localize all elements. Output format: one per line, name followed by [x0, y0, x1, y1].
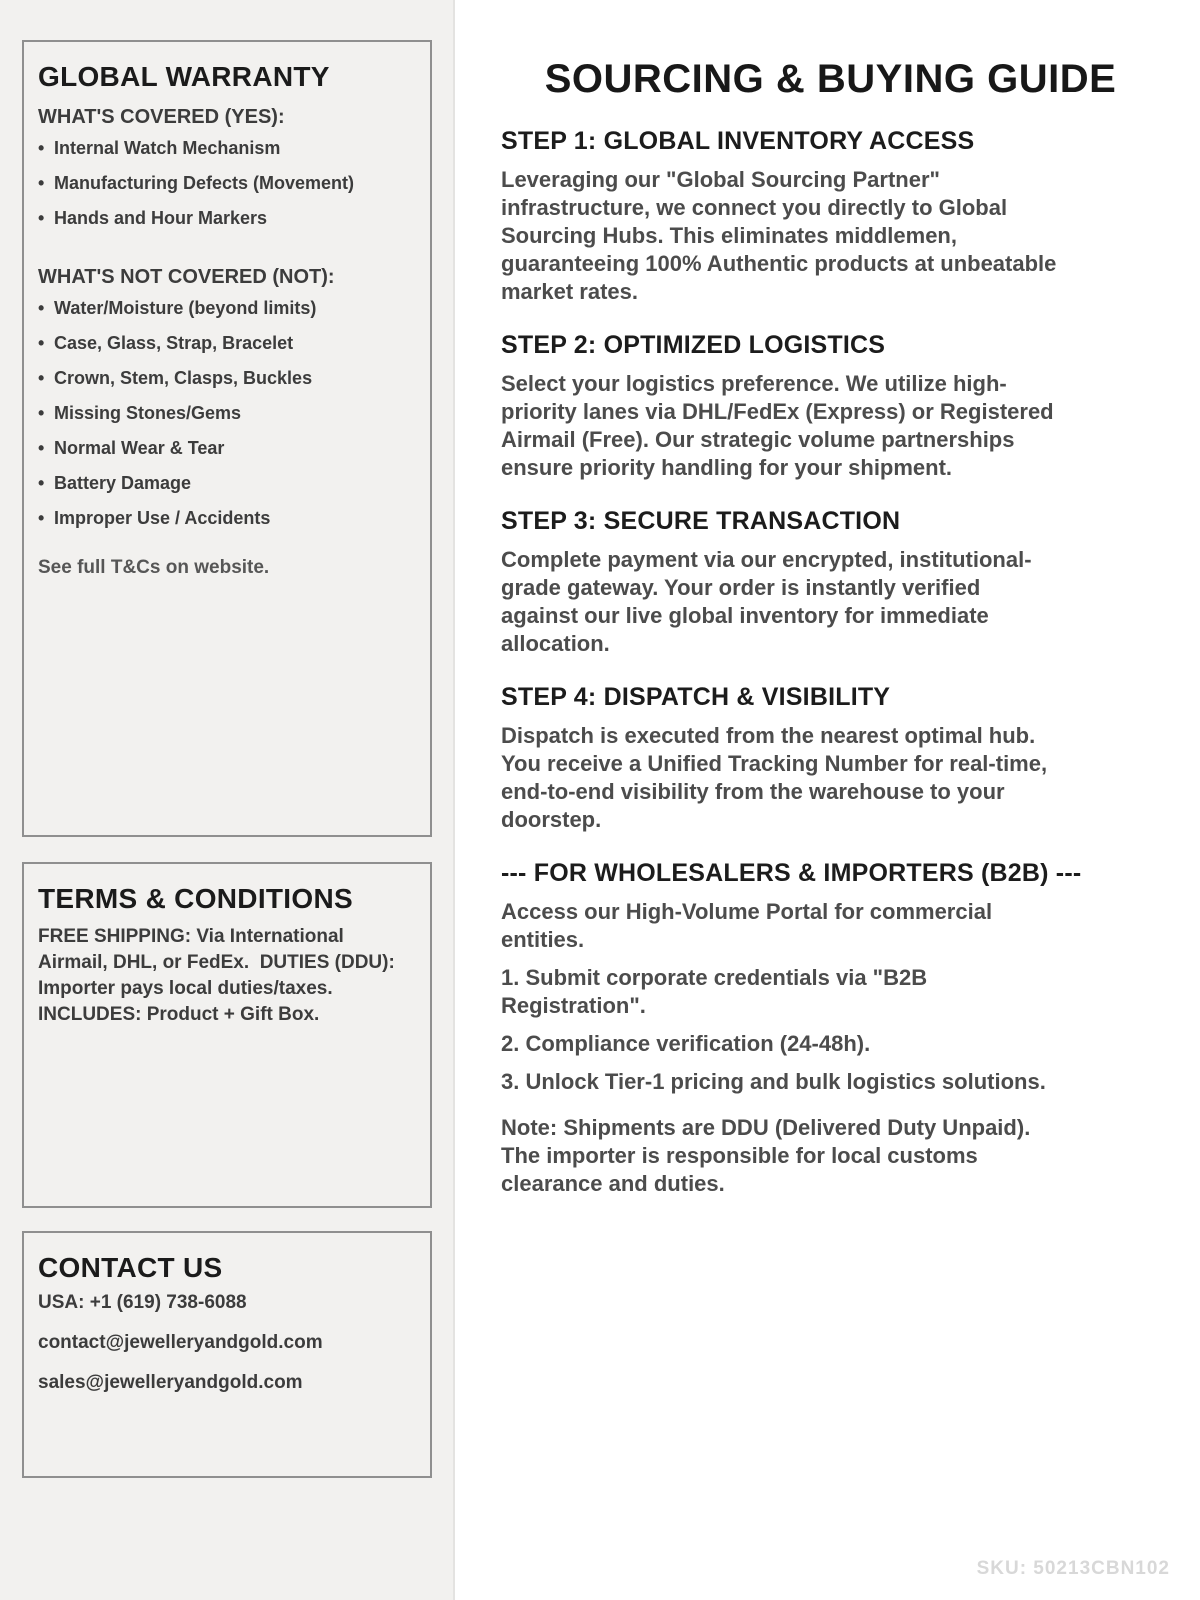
- b2b-item: 2. Compliance verification (24-48h).: [501, 1031, 871, 1056]
- covered-list: [38, 136, 416, 230]
- not-covered-item: • Normal Wear & Tear: [38, 436, 416, 460]
- not-covered-heading: WHAT'S NOT COVERED (NOT):: [38, 266, 335, 288]
- step-4-heading: STEP 4: DISPATCH & VISIBILITY: [501, 683, 891, 711]
- step-1-body: Leveraging our "Global Sourcing Partner" infrastructure, we connect you directly to Global Sourcing Hubs. This eliminates middlemen, guaranteeing 100% Authentic products at unbeatable market rates.: [501, 167, 1057, 304]
- b2b-heading: --- FOR WHOLESALERS & IMPORTERS (B2B) ---: [501, 859, 1082, 887]
- terms-body: FREE SHIPPING: Via International Airmail, DHL, or FedEx. DUTIES (DDU): Importer pays local duties/taxes. INCLUDES: Product + Gift Box.: [38, 926, 401, 1025]
- contact-email-sales: sales@jewelleryandgold.com: [38, 1372, 303, 1393]
- not-covered-item: • Improper Use / Accidents: [38, 506, 416, 530]
- not-covered-item: • Battery Damage: [38, 471, 416, 495]
- step-4-body: Dispatch is executed from the nearest optimal hub. You receive a Unified Tracking Number for real-time, end-to-end visibility from the warehouse to your doorstep.: [501, 723, 1048, 832]
- b2b-intro: Access our High-Volume Portal for commercial entities.: [501, 899, 993, 952]
- step-2-heading: STEP 2: OPTIMIZED LOGISTICS: [501, 331, 886, 359]
- b2b-note: Note: Shipments are DDU (Delivered Duty Unpaid). The importer is responsible for local customs clearance and duties.: [501, 1115, 1031, 1196]
- terms-title: TERMS & CONDITIONS: [38, 883, 353, 914]
- contact-title: CONTACT US: [38, 1252, 223, 1283]
- step-2-body: Select your logistics preference. We utilize high-priority lanes via DHL/FedEx (Express) or Registered Airmail (Free). Our strategic volume partnerships ensure priority handling for your shipment.: [501, 371, 1054, 480]
- covered-item: • Manufacturing Defects (Movement): [38, 171, 416, 195]
- covered-item: • Internal Watch Mechanism: [38, 136, 416, 160]
- not-covered-item: • Water/Moisture (beyond limits): [38, 296, 416, 320]
- contact-phone: USA: +1 (619) 738-6088: [38, 1292, 247, 1313]
- contact-email-primary: contact@jewelleryandgold.com: [38, 1332, 323, 1353]
- b2b-item: 3. Unlock Tier-1 pricing and bulk logistics solutions.: [501, 1069, 1046, 1094]
- step-3-body: Complete payment via our encrypted, institutional-grade gateway. Your order is instantly verified against our live global inventory for immediate allocation.: [501, 547, 1032, 656]
- step-1-heading: STEP 1: GLOBAL INVENTORY ACCESS: [501, 127, 975, 155]
- sidebar: [0, 0, 455, 1600]
- not-covered-item: • Missing Stones/Gems: [38, 401, 416, 425]
- warranty-footnote: See full T&Cs on website.: [38, 557, 270, 578]
- warranty-title: GLOBAL WARRANTY: [38, 61, 330, 92]
- covered-heading: WHAT'S COVERED (YES):: [38, 106, 285, 128]
- not-covered-item: • Case, Glass, Strap, Bracelet: [38, 331, 416, 355]
- main-content: [455, 0, 1200, 1600]
- covered-item: • Hands and Hour Markers: [38, 206, 416, 230]
- not-covered-list: [38, 296, 416, 530]
- step-3-heading: STEP 3: SECURE TRANSACTION: [501, 507, 901, 535]
- sku-label: SKU: 50213CBN102: [976, 1558, 1170, 1579]
- contact-us-box: [22, 1231, 432, 1478]
- page-title: SOURCING & BUYING GUIDE: [544, 57, 1117, 101]
- b2b-item: 1. Submit corporate credentials via "B2B Registration".: [501, 965, 928, 1018]
- global-warranty-box: [22, 40, 432, 837]
- terms-conditions-box: [22, 862, 432, 1208]
- not-covered-item: • Crown, Stem, Clasps, Buckles: [38, 366, 416, 390]
